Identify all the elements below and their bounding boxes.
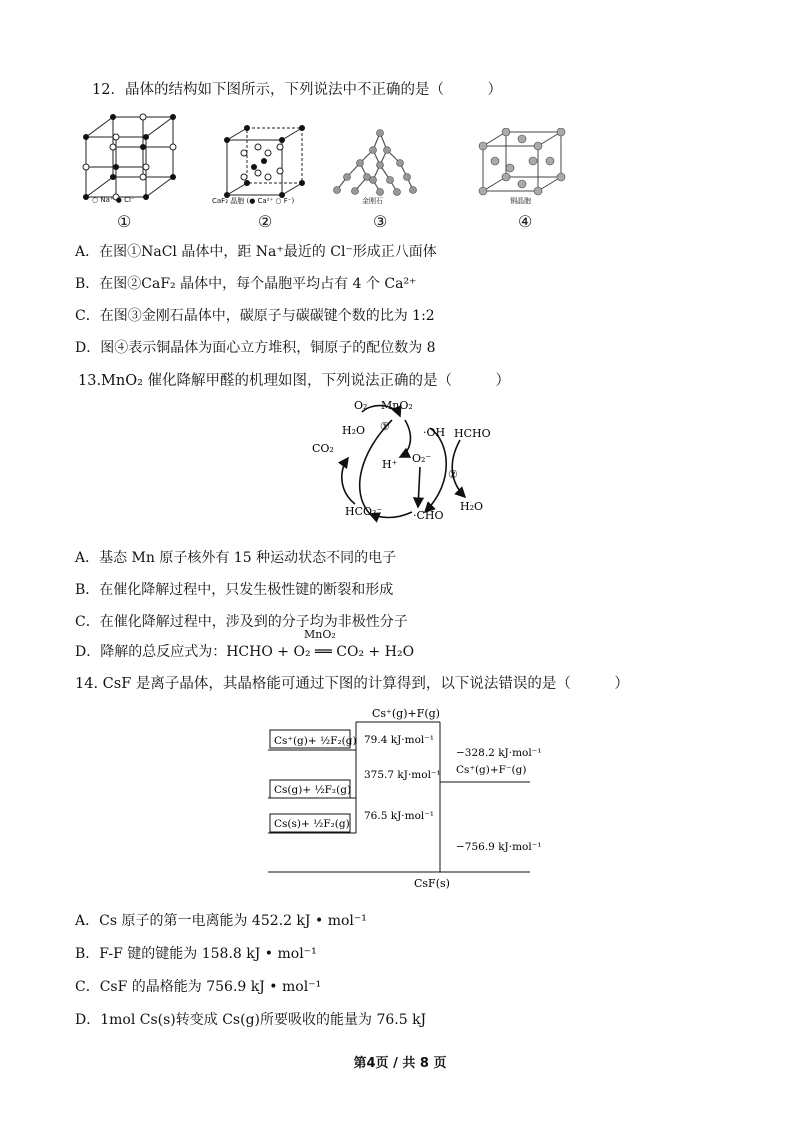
energy-minus-328-2: −328.2 kJ·mol⁻¹ bbox=[456, 747, 542, 759]
energy-79-4: 79.4 kJ·mol⁻¹ bbox=[364, 734, 435, 746]
q13-option-a: A．基态 Mn 原子核外有 15 种运动状态不同的电子 bbox=[75, 550, 397, 566]
level-cs-solid-f2: Cs(s)+ ½F₂(g) bbox=[274, 818, 350, 830]
diagram-hplus: H⁺ bbox=[382, 458, 398, 471]
caf2-crystal-figure bbox=[222, 125, 312, 200]
mno2-mechanism-diagram bbox=[300, 392, 510, 530]
diagram-step1: ① bbox=[380, 420, 390, 433]
q12-option-d: D．图④表示铜晶体为面心立方堆积，铜原子的配位数为 8 bbox=[75, 340, 436, 356]
fig-label-4: ④ bbox=[518, 212, 533, 231]
copper-legend: 铜晶胞 bbox=[510, 197, 531, 205]
nacl-legend: ○ Na⁺ ● Cl⁻ bbox=[92, 196, 135, 204]
q13-option-b: B．在催化降解过程中，只发生极性键的断裂和形成 bbox=[75, 582, 394, 598]
diagram-mno2: MnO₂ bbox=[381, 399, 413, 412]
q12-option-b: B．在图②CaF₂ 晶体中，每个晶胞平均占有 4 个 Ca²⁺ bbox=[75, 276, 417, 292]
level-ions: Cs⁺(g)+F⁻(g) bbox=[456, 764, 527, 776]
diagram-o2minus: O₂⁻ bbox=[412, 452, 432, 465]
fig-label-2: ② bbox=[258, 212, 273, 231]
diagram-hco3: HCO₃⁻ bbox=[345, 505, 383, 518]
level-csf-solid: CsF(s) bbox=[414, 877, 450, 890]
diagram-hcho: HCHO bbox=[454, 427, 491, 440]
copper-crystal-figure bbox=[478, 128, 568, 198]
q14-option-b: B．F-F 键的键能为 158.8 kJ • mol⁻¹ bbox=[75, 946, 317, 962]
level-top: Cs⁺(g)+F(g) bbox=[372, 707, 440, 720]
energy-375-7: 375.7 kJ·mol⁻¹ bbox=[364, 769, 441, 781]
q14-stem: 14. CsF 是离子晶体，其晶格能可通过下图的计算得到，以下说法错误的是（ ） bbox=[75, 676, 629, 692]
page-footer: 第4页 / 共 8 页 bbox=[353, 1056, 447, 1071]
q12-option-a: A．在图①NaCl 晶体中，距 Na⁺最近的 Cl⁻形成正八面体 bbox=[75, 244, 437, 260]
level-cs-ion-f2: Cs⁺(g)+ ½F₂(g) bbox=[274, 735, 357, 747]
q14-option-a: A．Cs 原子的第一电离能为 452.2 kJ • mol⁻¹ bbox=[75, 913, 367, 929]
diagram-h2o-top: H₂O bbox=[342, 424, 366, 437]
q13-option-d: D．降解的总反应式为：HCHO + O₂ ══ CO₂ + H₂O bbox=[75, 644, 415, 660]
q14-option-c: C．CsF 的晶格能为 756.9 kJ • mol⁻¹ bbox=[75, 979, 322, 995]
q13-stem: 13.MnO₂ 催化降解甲醛的机理如图，下列说法正确的是（ ） bbox=[78, 373, 511, 389]
fig-label-1: ① bbox=[117, 212, 132, 231]
fig-label-3: ③ bbox=[373, 212, 388, 231]
q13-option-c: C．在催化降解过程中，涉及到的分子均为非极性分子 bbox=[75, 614, 408, 630]
energy-76-5: 76.5 kJ·mol⁻¹ bbox=[364, 810, 435, 822]
caf2-legend: CaF₂ 晶胞 (● Ca²⁺ ○ F⁻) bbox=[212, 197, 295, 205]
level-cs-gas-f2: Cs(g)+ ½F₂(g) bbox=[274, 784, 352, 796]
diagram-oh: ·OH bbox=[423, 426, 446, 439]
energy-minus-756-9: −756.9 kJ·mol⁻¹ bbox=[456, 841, 542, 853]
diagram-step2: ② bbox=[448, 468, 458, 481]
diamond-legend: 金刚石 bbox=[362, 197, 383, 205]
diagram-o2: O₂ bbox=[354, 399, 368, 412]
q14-option-d: D．1mol Cs(s)转变成 Cs(g)所要吸收的能量为 76.5 kJ bbox=[75, 1012, 427, 1028]
diagram-co2: CO₂ bbox=[312, 442, 334, 455]
q12-option-c: C．在图③金刚石晶体中，碳原子与碳碳键个数的比为 1:2 bbox=[75, 308, 435, 324]
diagram-cho: ·CHO bbox=[413, 509, 444, 522]
diagram-h2o-right: H₂O bbox=[460, 500, 484, 513]
diamond-crystal-figure bbox=[325, 125, 420, 200]
born-haber-cycle-diagram bbox=[268, 700, 548, 896]
q13-catalyst-label: MnO₂ bbox=[304, 628, 336, 641]
q12-stem: 12．晶体的结构如下图所示，下列说法中不正确的是（ ） bbox=[92, 82, 502, 98]
